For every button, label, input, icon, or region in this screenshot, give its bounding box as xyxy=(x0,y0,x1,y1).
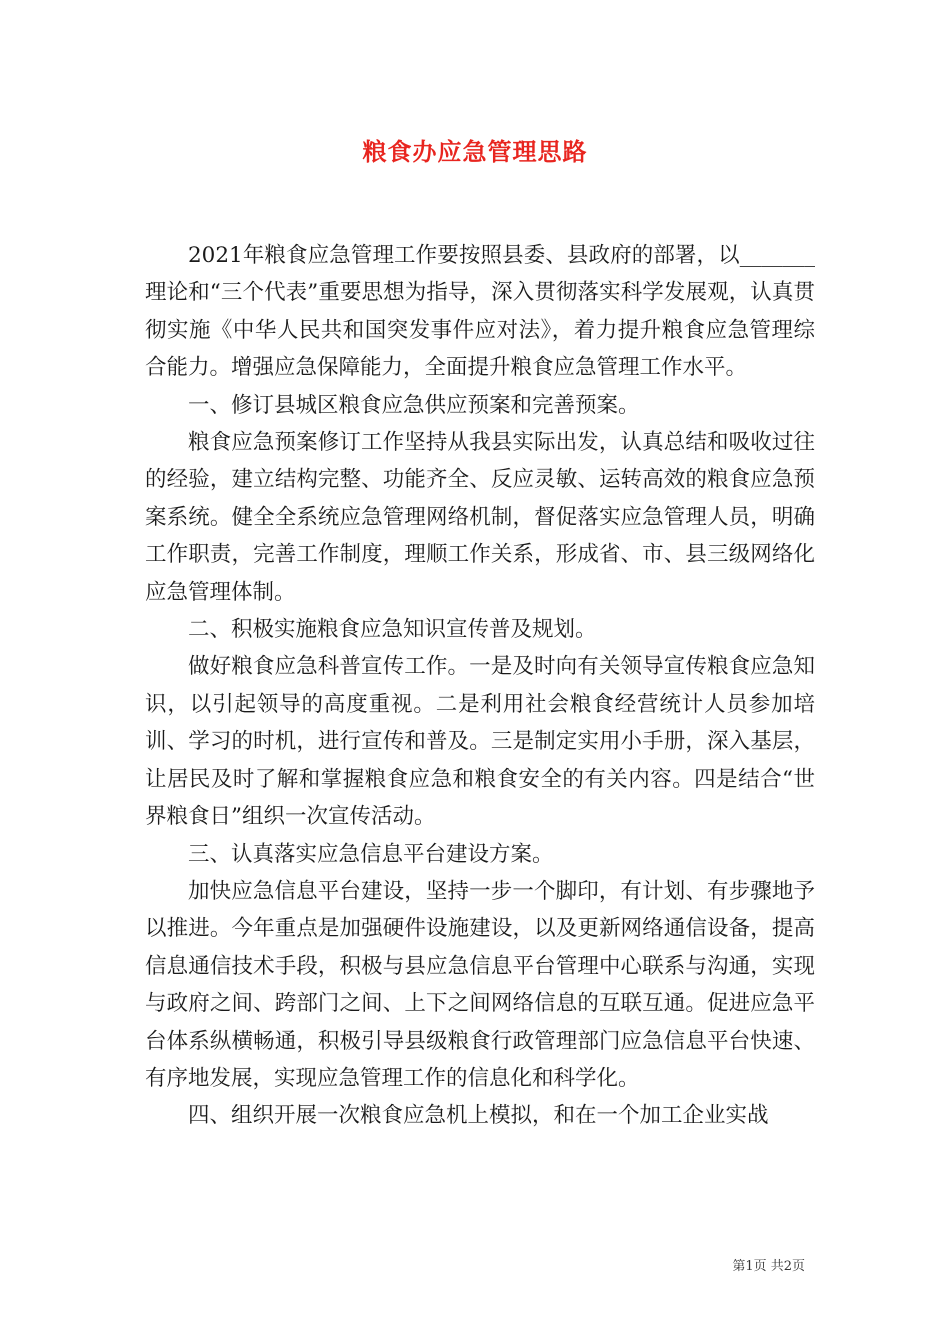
heading-section-3: 三、认真落实应急信息平台建设方案。 xyxy=(188,841,554,867)
paragraph-section-1: 粮食应急预案修订工作坚持从我县实际出发，认真总结和吸收过往的经验，建立结构完整、功能齐全、反应灵敏、运转高效的粮食应急预案系统。健全全系统应急管理网络机制，督促落实应急管理人员，明确工作职责，完善工作制度，理顺工作关系，形成省、市、县三级网络化应急管理体制。 xyxy=(145,430,815,605)
page-number: 第1页 共2页 xyxy=(732,1259,805,1274)
document-body xyxy=(145,237,815,1135)
heading-section-2: 二、积极实施粮食应急知识宣传普及规划。 xyxy=(188,617,597,643)
document-title: 粮食办应急管理思路 xyxy=(362,137,588,166)
heading-section-4: 四、组织开展一次粮食应急机上模拟，和在一个加工企业实战 xyxy=(188,1103,769,1129)
paragraph-section-2: 做好粮食应急科普宣传工作。一是及时向有关领导宣传粮食应急知识，以引起领导的高度重视。二是利用社会粮食经营统计人员参加培训、学习的时机，进行宣传和普及。三是制定实用小手册，深入基层，让居民及时了解和掌握粮食应急和粮食安全的有关内容。四是结合“世界粮食日”组织一次宣传活动。 xyxy=(145,654,815,830)
paragraph-section-3: 加快应急信息平台建设，坚持一步一个脚印，有计划、有步骤地予以推进。今年重点是加强硬件设施建设，以及更新网络通信设备，提高信息通信技术手段，积极与县应急信息平台管理中心联系与沟通，实现与政府之间、跨部门之间、上下之间网络信息的互联互通。促进应急平台体系纵横畅通，积极引导县级粮食行政管理部门应急信息平台快速、有序地发展，实现应急管理工作的信息化和科学化。 xyxy=(145,878,815,1091)
heading-section-1: 一、修订县城区粮食应急供应预案和完善预案。 xyxy=(188,392,640,418)
paragraph-intro: 2021年粮食应急管理工作要按照县委、县政府的部署，以_______理论和“三个代表”重要思想为指导，深入贯彻落实科学发展观，认真贯彻实施《中华人民共和国突发事件应对法》，着力提升粮食应急管理综合能力。增强应急保障能力，全面提升粮食应急管理工作水平。 xyxy=(145,243,815,381)
